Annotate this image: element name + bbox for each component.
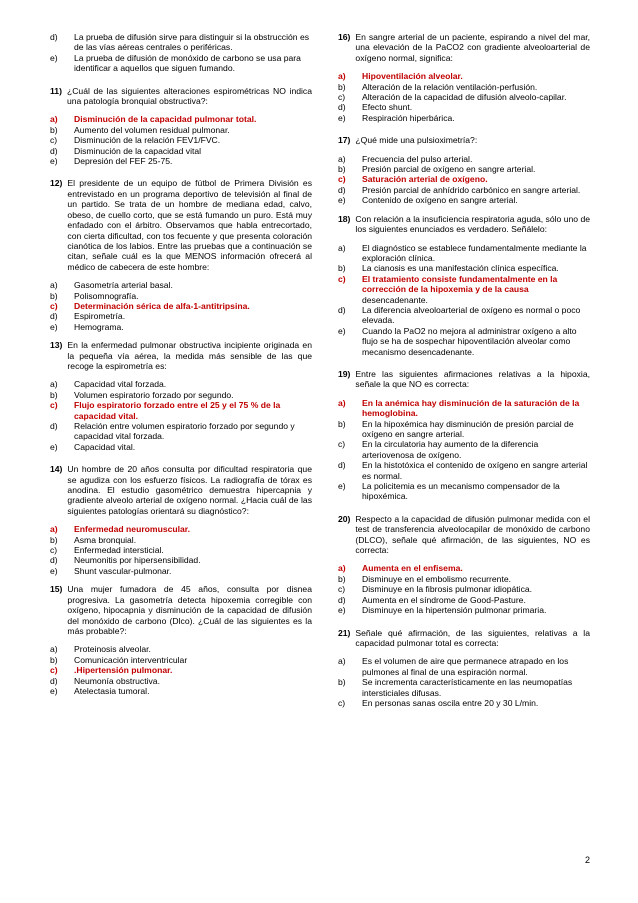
option-letter: d) bbox=[338, 102, 346, 113]
question-text: Señale qué afirmación, de las siguientes, relativas a la capacidad pulmonar total es correcta: bbox=[355, 627, 590, 648]
option-text: Alteración de la capacidad de difusión alveolo-capilar. bbox=[362, 92, 567, 103]
prev-options bbox=[50, 32, 312, 74]
option-letter: a) bbox=[50, 114, 58, 125]
option-letter: e) bbox=[50, 321, 58, 332]
option-text: Depresión del FEF 25-75. bbox=[74, 156, 173, 167]
option-letter: c) bbox=[50, 300, 58, 311]
question-18 bbox=[338, 214, 590, 357]
option-text: La policitemia es un mecanismo compensador de la hipoxémica. bbox=[362, 481, 560, 502]
answer-option bbox=[338, 164, 590, 174]
question-stem bbox=[338, 369, 590, 390]
answer-option bbox=[338, 154, 590, 164]
option-text: Contenido de oxígeno en sangre arterial. bbox=[362, 195, 518, 206]
option-letter: a) bbox=[338, 563, 346, 574]
option-text: Gasometría arterial basal. bbox=[74, 280, 173, 291]
option-text: Disminución de la relación FEV1/FVC. bbox=[74, 135, 221, 146]
option-letter: c) bbox=[50, 135, 58, 146]
left-column bbox=[50, 32, 312, 696]
answer-option bbox=[338, 113, 590, 123]
question-number: 15) bbox=[50, 584, 63, 595]
option-text: El diagnóstico se establece fundamentalmente mediante la exploración clínica. bbox=[362, 242, 587, 263]
option-letter: c) bbox=[50, 665, 58, 676]
question-17 bbox=[338, 135, 590, 205]
option-letter: e) bbox=[50, 52, 58, 63]
option-letter: b) bbox=[338, 164, 346, 175]
page-number: 2 bbox=[584, 854, 590, 865]
option-text: Proteinosis alveolar. bbox=[74, 644, 151, 655]
question-number: 16) bbox=[338, 32, 351, 42]
option-text: Capacidad vital. bbox=[74, 441, 136, 452]
answer-option bbox=[50, 156, 312, 166]
option-letter: d) bbox=[338, 184, 346, 195]
question-stem bbox=[338, 32, 590, 63]
option-letter bbox=[338, 295, 356, 305]
option-text: .Hipertensión pulmonar. bbox=[74, 665, 173, 676]
option-text: Aumenta en el enfisema. bbox=[362, 563, 463, 574]
option-letter: c) bbox=[338, 439, 346, 450]
question-stem bbox=[338, 135, 590, 145]
question-12 bbox=[50, 178, 312, 332]
option-letter: e) bbox=[50, 441, 58, 452]
option-text: Polisomnografía. bbox=[74, 290, 139, 301]
answer-option-correct bbox=[50, 665, 312, 675]
answer-option bbox=[338, 263, 590, 273]
option-letter: e) bbox=[338, 605, 346, 616]
option-letter: e) bbox=[50, 156, 58, 167]
option-text: Relación entre volumen espiratorio forzado por segundo y capacidad vital forzada. bbox=[74, 421, 295, 442]
option-letter: c) bbox=[338, 92, 346, 103]
option-letter: d) bbox=[338, 304, 346, 315]
answer-option bbox=[50, 280, 312, 290]
option-text: Disminuye en la hipertensión pulmonar primaria. bbox=[362, 605, 547, 616]
option-text: En la hipoxémica hay disminución de presión parcial de oxígeno en sangre arterial. bbox=[362, 418, 574, 439]
answer-option bbox=[50, 390, 312, 400]
right-column bbox=[338, 32, 590, 708]
option-letter: c) bbox=[50, 400, 58, 411]
answer-option-correct bbox=[338, 274, 590, 295]
question-stem bbox=[50, 178, 312, 272]
option-letter: b) bbox=[50, 534, 58, 545]
question-text: Respecto a la capacidad de difusión pulmonar medida con el test de transferencia alveolocapilar de monóxido de carbono (DLCO), señale qué afirmación, de las siguientes, NO es correcta: bbox=[355, 513, 590, 556]
option-letter: a) bbox=[338, 71, 346, 82]
answer-option bbox=[338, 460, 590, 481]
question-text: Con relación a la insuficiencia respiratoria aguda, sólo uno de los siguientes enunciados es verdadero. Señálelo: bbox=[355, 213, 590, 235]
option-text: Respiración hiperbárica. bbox=[362, 112, 455, 123]
question-13 bbox=[50, 340, 312, 452]
option-text: Volumen espiratorio forzado por segundo. bbox=[74, 389, 234, 400]
answer-option bbox=[338, 326, 590, 357]
option-letter: c) bbox=[50, 545, 58, 556]
answer-option bbox=[338, 102, 590, 112]
option-letter: b) bbox=[338, 573, 346, 584]
answer-option bbox=[50, 53, 312, 74]
answer-option-correct bbox=[338, 71, 590, 81]
question-number: 18) bbox=[338, 213, 351, 224]
option-text: Atelectasia tumoral. bbox=[74, 685, 150, 696]
answer-option bbox=[50, 644, 312, 654]
question-stem bbox=[338, 214, 590, 235]
answer-option bbox=[50, 535, 312, 545]
option-text: Enfermedad neuromuscular. bbox=[74, 524, 191, 535]
option-letter: e) bbox=[338, 195, 346, 206]
option-letter: e) bbox=[338, 481, 346, 492]
option-letter: d) bbox=[50, 145, 58, 156]
answer-option bbox=[50, 566, 312, 576]
option-text: Hipoventilación alveolar. bbox=[362, 71, 463, 82]
answer-option bbox=[50, 555, 312, 565]
answer-option bbox=[50, 146, 312, 156]
question-16 bbox=[338, 32, 590, 123]
answer-option bbox=[50, 291, 312, 301]
option-letter: a) bbox=[338, 656, 346, 667]
option-letter: d) bbox=[50, 421, 58, 431]
answer-option bbox=[338, 677, 590, 698]
answer-option-correct bbox=[50, 524, 312, 534]
option-letter: b) bbox=[50, 290, 58, 301]
answer-option bbox=[338, 419, 590, 440]
option-letter: c) bbox=[338, 273, 346, 284]
option-text: Disminuye en la fibrosis pulmonar idiopática. bbox=[362, 584, 533, 595]
question-11 bbox=[50, 86, 312, 167]
option-letter: c) bbox=[338, 174, 346, 185]
option-text: La prueba de difusión de monóxido de carbono se usa para identificar a aquellos que siguen fumando. bbox=[74, 52, 301, 74]
answer-option bbox=[338, 584, 590, 594]
option-letter: a) bbox=[338, 153, 346, 164]
option-text: Saturación arterial de oxígeno. bbox=[362, 174, 488, 185]
option-letter: d) bbox=[50, 555, 58, 566]
answer-option bbox=[338, 481, 590, 502]
option-text: Aumenta en el síndrome de Good-Pasture. bbox=[362, 594, 526, 605]
option-text: Efecto shunt. bbox=[362, 102, 413, 113]
question-number: 14) bbox=[50, 464, 63, 475]
option-text: Aumento del volumen residual pulmonar. bbox=[74, 124, 230, 135]
option-letter: e) bbox=[50, 685, 58, 696]
option-text: Cuando la PaO2 no mejora al administrar oxígeno a alto flujo se ha de sospechar hipoventilación alveolar como mecanismo desencadenante. bbox=[362, 325, 577, 357]
option-letter: a) bbox=[338, 242, 346, 253]
answer-option bbox=[338, 295, 590, 305]
answer-option bbox=[338, 185, 590, 195]
answer-option bbox=[50, 442, 312, 452]
option-letter: e) bbox=[338, 325, 346, 336]
option-text: desencadenante. bbox=[362, 294, 428, 305]
question-stem bbox=[50, 340, 312, 371]
option-text: Disminuye en el embolismo recurrente. bbox=[362, 573, 512, 584]
option-text: En personas sanas oscila entre 20 y 30 L/min. bbox=[362, 697, 539, 708]
answer-option-correct bbox=[338, 563, 590, 573]
question-text: ¿Qué mide una pulsioximetría?: bbox=[355, 135, 478, 146]
answer-option bbox=[338, 305, 590, 326]
option-letter: d) bbox=[50, 311, 58, 322]
answer-option bbox=[50, 311, 312, 321]
option-letter: c) bbox=[338, 584, 346, 595]
answer-option bbox=[50, 379, 312, 389]
question-number: 12) bbox=[50, 178, 63, 189]
option-letter: d) bbox=[338, 460, 346, 471]
answer-option-correct bbox=[338, 174, 590, 184]
option-text: Espirometría. bbox=[74, 311, 126, 322]
option-letter: d) bbox=[50, 32, 58, 42]
option-text: La cianosis es una manifestación clínica específica. bbox=[362, 263, 559, 274]
answer-option-correct bbox=[50, 114, 312, 124]
option-text: Flujo espiratorio forzado entre el 25 y el 75 % de la capacidad vital. bbox=[74, 400, 281, 421]
question-15 bbox=[50, 584, 312, 696]
option-text: Capacidad vital forzada. bbox=[74, 379, 167, 390]
answer-option bbox=[50, 125, 312, 135]
option-text: Enfermedad intersticial. bbox=[74, 545, 164, 556]
option-text: Se incrementa característicamente en las neumopatías intersticiales difusas. bbox=[362, 677, 573, 698]
option-letter: b) bbox=[50, 124, 58, 135]
answer-option bbox=[338, 605, 590, 615]
question-stem bbox=[50, 584, 312, 636]
question-stem bbox=[338, 514, 590, 556]
option-text: Comunicación interventricular bbox=[74, 654, 188, 665]
question-14 bbox=[50, 464, 312, 576]
answer-option bbox=[338, 92, 590, 102]
option-letter: e) bbox=[338, 112, 346, 123]
option-letter: d) bbox=[338, 594, 346, 605]
question-19 bbox=[338, 369, 590, 502]
option-text: En la anémica hay disminución de la saturación de la hemoglobina. bbox=[362, 397, 580, 419]
answer-option bbox=[50, 135, 312, 145]
question-stem bbox=[50, 464, 312, 516]
answer-option bbox=[50, 32, 312, 53]
option-text: En la circulatoria hay aumento de la diferencia arteriovenosa de oxígeno. bbox=[362, 439, 539, 460]
option-letter: c) bbox=[338, 697, 346, 708]
option-letter: b) bbox=[338, 263, 346, 274]
option-text: Presión parcial de oxígeno en sangre arterial. bbox=[362, 164, 536, 175]
option-text: Alteración de la relación ventilación-perfusión. bbox=[362, 81, 538, 92]
answer-option bbox=[50, 655, 312, 665]
question-number: 17) bbox=[338, 135, 351, 146]
option-letter: b) bbox=[50, 389, 58, 400]
question-number: 13) bbox=[50, 340, 63, 351]
option-text: Neumonía obstructiva. bbox=[74, 675, 160, 686]
option-text: La diferencia alveoloarterial de oxígeno es normal o poco elevada. bbox=[362, 304, 581, 326]
question-number: 21) bbox=[338, 627, 351, 638]
option-text: Hemograma. bbox=[74, 321, 124, 332]
question-text: El presidente de un equipo de fútbol de Primera División es entrevistado en un programa deportivo de televisión al final de un partido. Se trata de un hombre de mediana edad, calvo, obeso, de cuello corto, que se está fumando un puro. Está muy enfadado con el árbitro. Observamos que habla entrecortado, con cierta dificultad, con tos fecuente y que presenta coloración cianótica de los labios. Entre las pruebas que a continuación se citan, señale cuál es la que MENOS información ofrecerá al médico de cabecera de este hombre: bbox=[67, 178, 312, 272]
answer-option bbox=[338, 243, 590, 264]
answer-option-correct bbox=[338, 398, 590, 419]
option-text: El tratamiento consiste fundamentalmente en la corrección de la hipoxemia y de la causa bbox=[362, 273, 558, 295]
answer-option bbox=[338, 574, 590, 584]
answer-option bbox=[338, 698, 590, 708]
answer-option bbox=[50, 545, 312, 555]
option-letter: d) bbox=[50, 675, 58, 686]
option-letter: a) bbox=[50, 379, 58, 390]
option-letter: b) bbox=[338, 418, 346, 429]
option-text: Asma bronquial. bbox=[74, 534, 137, 545]
answer-option bbox=[50, 686, 312, 696]
question-text: En sangre arterial de un paciente, espirando a nivel del mar, una elevación de la PaCO2 con gradiente alveoloarterial de oxígeno normal, significa: bbox=[355, 32, 590, 63]
question-20 bbox=[338, 514, 590, 616]
option-text: Neumonitis por hipersensibilidad. bbox=[74, 555, 201, 566]
question-text: Una mujer fumadora de 45 años, consulta por disnea progresiva. La gasometría detecta hipoxemia corregible con oxígeno, hipocapnia y disminución de la capacidad de difusión del monóxido de carbono (Dlco). ¿Cuál de las siguientes es la más probable?: bbox=[67, 584, 312, 636]
option-letter: b) bbox=[50, 654, 58, 665]
option-text: Presión parcial de anhídrido carbónico en sangre arterial. bbox=[362, 184, 581, 195]
answer-option bbox=[50, 322, 312, 332]
option-letter: a) bbox=[338, 397, 346, 408]
option-text: Disminución de la capacidad vital bbox=[74, 145, 202, 156]
option-letter: a) bbox=[50, 280, 58, 291]
option-letter: b) bbox=[338, 81, 346, 92]
question-21 bbox=[338, 628, 590, 709]
question-number: 19) bbox=[338, 368, 351, 379]
answer-option bbox=[50, 676, 312, 686]
question-text: En la enfermedad pulmonar obstructiva incipiente originada en la pequeña vía aérea, la medida más sensible de las que recoge la espirometría es: bbox=[67, 340, 312, 371]
answer-option bbox=[338, 195, 590, 205]
answer-option bbox=[50, 421, 312, 442]
question-stem bbox=[50, 86, 312, 107]
question-text: ¿Cuál de las siguientes alteraciones espirométricas NO indica una patología bronquial obstructiva?: bbox=[66, 85, 312, 107]
option-text: Determinación sérica de alfa-1-antitripsina. bbox=[74, 300, 250, 311]
question-stem bbox=[338, 628, 590, 649]
option-letter: e) bbox=[50, 565, 58, 576]
option-text: Frecuencia del pulso arterial. bbox=[362, 153, 473, 164]
option-letter: b) bbox=[338, 677, 346, 688]
option-text: La prueba de difusión sirve para distinguir si la obstrucción es de las vías aéreas centrales o periféricas. bbox=[74, 32, 310, 53]
question-number: 11) bbox=[50, 85, 62, 96]
option-text: Es el volumen de aire que permanece atrapado en los pulmones al final de una espiración normal. bbox=[362, 656, 569, 677]
option-text: En la histotóxica el contenido de oxígeno en sangre arterial es normal. bbox=[362, 460, 588, 481]
option-text: Disminución de la capacidad pulmonar total. bbox=[74, 114, 257, 125]
answer-option bbox=[338, 656, 590, 677]
question-text: Entre las siguientes afirmaciones relativas a la hipoxia, señale la que NO es correcta: bbox=[355, 368, 590, 390]
question-text: Un hombre de 20 años consulta por dificultad respiratoria que se agudiza con los esfuerzo físicos. La radiografía de tórax es anodina. El estudio gasométrico demuestra hipercapnia y gradiente alveolo arterial de oxígeno normal. ¿Hacia cuál de las siguientes patologías orientará su diagnóstico?: bbox=[67, 464, 312, 516]
option-letter: a) bbox=[50, 524, 58, 535]
option-letter: a) bbox=[50, 644, 58, 655]
answer-option bbox=[338, 439, 590, 460]
answer-option-correct bbox=[50, 400, 312, 421]
option-text: Shunt vascular-pulmonar. bbox=[74, 565, 172, 576]
answer-option bbox=[338, 595, 590, 605]
question-number: 20) bbox=[338, 513, 351, 524]
answer-option bbox=[338, 82, 590, 92]
answer-option-correct bbox=[50, 301, 312, 311]
